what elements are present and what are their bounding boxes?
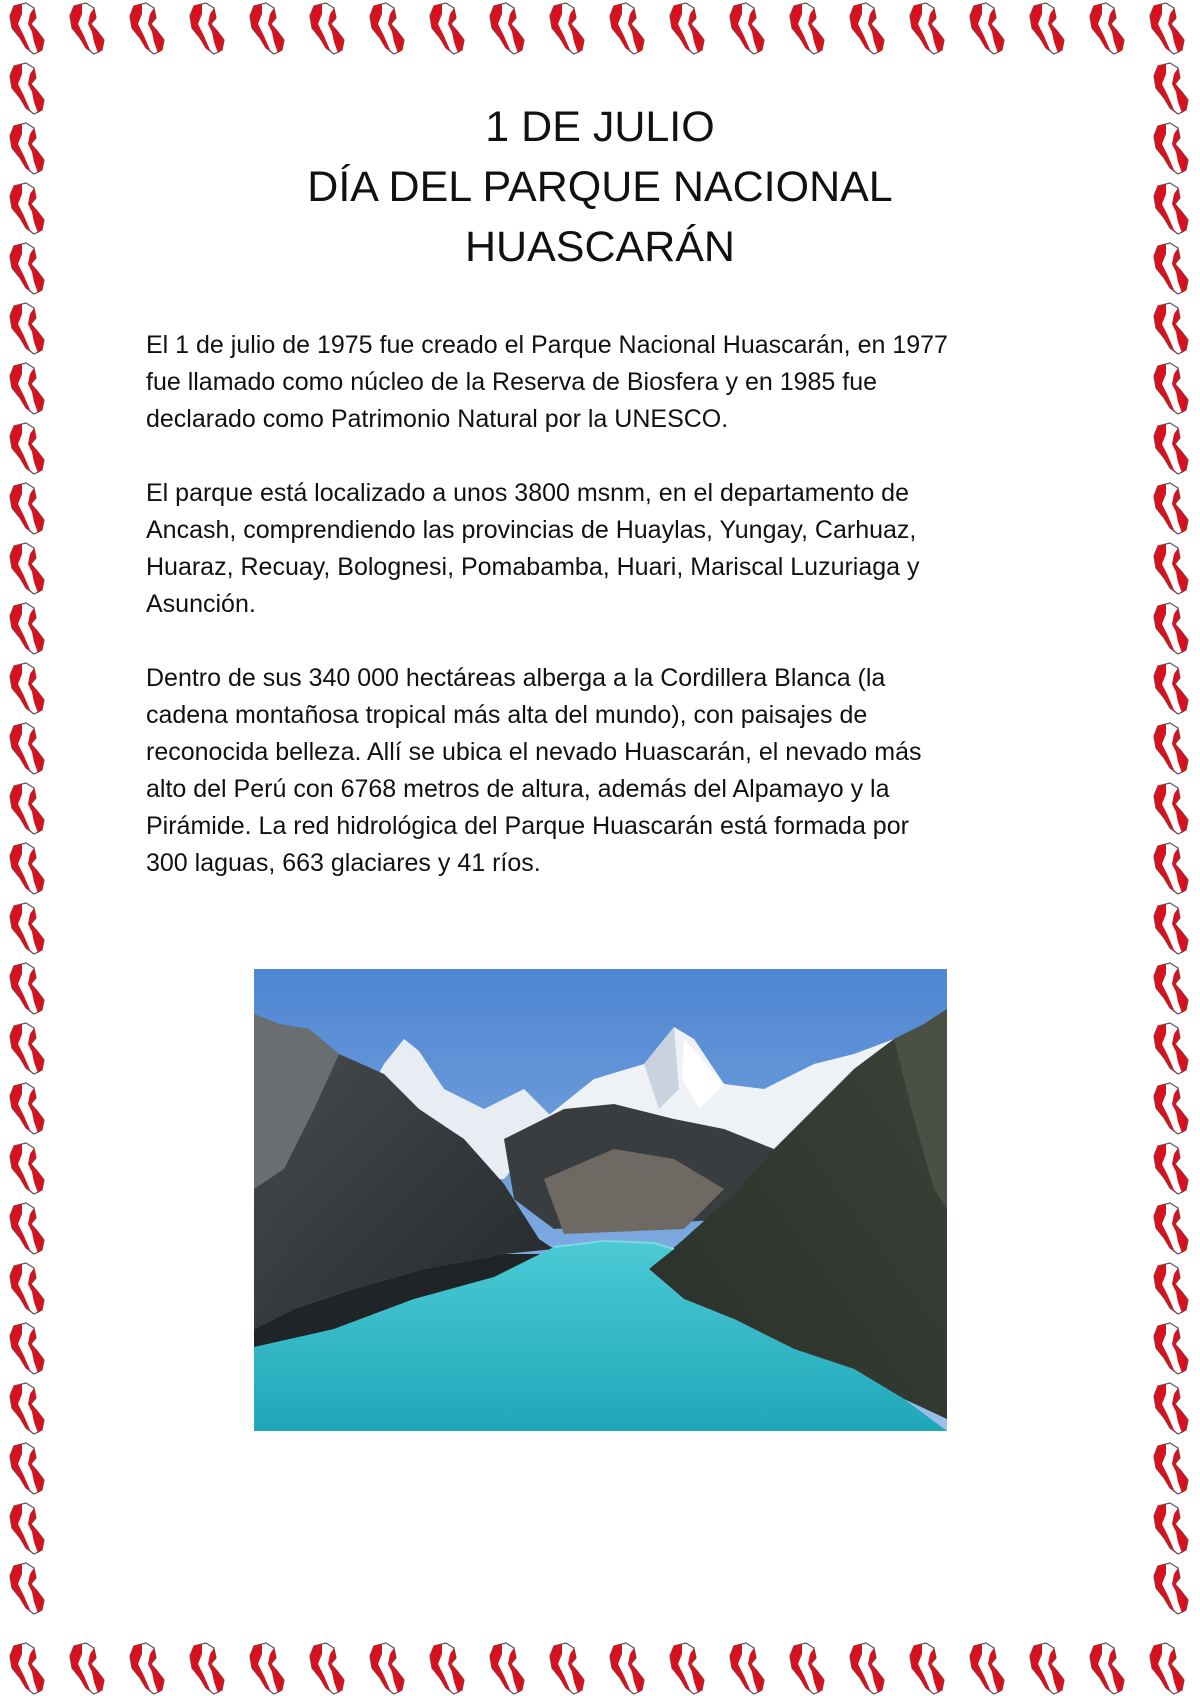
peru-map-flag-icon [1154,1203,1188,1254]
peru-map-flag-icon [550,1643,584,1694]
peru-map-flag-icon [610,3,644,54]
peru-map-flag-icon [10,1323,44,1374]
peru-map-flag-icon [1154,963,1188,1014]
peru-map-flag-icon [1154,363,1188,414]
peru-map-flag-icon [490,3,524,54]
title-line: HUASCARÁN [465,223,735,271]
peru-map-flag-icon [10,363,44,414]
peru-map-flag-icon [10,1203,44,1254]
peru-map-flag-icon [670,1643,704,1694]
peru-map-flag-icon [850,1643,884,1694]
paragraph-location [146,475,1076,623]
peru-map-flag-icon [370,3,404,54]
peru-map-flag-icon [190,3,224,54]
peru-map-flag-icon [10,1083,44,1134]
peru-map-flag-icon [850,3,884,54]
peru-map-flag-icon [1154,483,1188,534]
title-line: DÍA DEL PARQUE NACIONAL [307,163,893,211]
peru-map-flag-icon [430,3,464,54]
peru-map-flag-icon [1030,1643,1064,1694]
peru-map-flag-icon [10,1503,44,1554]
text-line: Asunción. [146,590,256,618]
text-line: El parque está localizado a unos 3800 msnm, en el departamento de [146,479,909,507]
paragraph-description [146,660,1076,882]
peru-map-flag-icon [430,1643,464,1694]
text-line: Huaraz, Recuay, Bolognesi, Pomabamba, Huari, Mariscal Luzuriaga y [146,553,920,581]
peru-map-flag-icon [1154,1503,1188,1554]
peru-map-flag-icon [310,3,344,54]
peru-map-flag-icon [250,1643,284,1694]
peru-map-flag-icon [1154,1323,1188,1374]
peru-map-flag-icon [790,3,824,54]
peru-map-flag-icon [130,3,164,54]
peru-map-flag-icon [1154,1383,1188,1434]
peru-map-flag-icon [70,1643,104,1694]
peru-map-flag-icon [10,1563,44,1614]
title-line: 1 DE JULIO [485,103,715,151]
peru-map-flag-icon [1154,843,1188,894]
peru-map-flag-icon [550,3,584,54]
peru-map-flag-icon [10,1383,44,1434]
mountain-lake-photo [254,969,947,1431]
peru-map-flag-icon [10,483,44,534]
peru-map-flag-icon [1154,663,1188,714]
peru-map-flag-icon [10,3,44,54]
peru-map-flag-icon [130,1643,164,1694]
peru-map-flag-icon [730,3,764,54]
peru-map-flag-icon [10,903,44,954]
peru-map-flag-icon [1154,1083,1188,1134]
text-line: reconocida belleza. Allí se ubica el nevado Huascarán, el nevado más [146,738,922,766]
text-line: Pirámide. La red hidrológica del Parque Huascarán está formada por [146,812,909,840]
peru-map-flag-icon [70,3,104,54]
text-line: declarado como Patrimonio Natural por la UNESCO. [146,405,729,433]
peru-map-flag-icon [910,3,944,54]
peru-map-flag-icon [10,1263,44,1314]
peru-map-flag-icon [10,423,44,474]
body-text [146,327,1076,919]
peru-map-flag-icon [10,1443,44,1494]
peru-map-flag-icon [10,543,44,594]
peru-map-flag-icon [1090,1643,1124,1694]
peru-map-flag-icon [1150,1643,1184,1694]
text-line: fue llamado como núcleo de la Reserva de Biosfera y en 1985 fue [146,368,878,396]
peru-map-flag-icon [310,1643,344,1694]
peru-map-flag-icon [1154,603,1188,654]
peru-map-flag-icon [1154,1143,1188,1194]
peru-map-flag-icon [670,3,704,54]
text-line: cadena montañosa tropical más alta del mundo), con paisajes de [146,701,868,729]
peru-map-flag-icon [10,843,44,894]
peru-map-flag-icon [730,1643,764,1694]
peru-map-flag-icon [1154,783,1188,834]
peru-map-flag-icon [10,1143,44,1194]
peru-map-flag-icon [10,1023,44,1074]
peru-map-flag-icon [1154,903,1188,954]
peru-map-flag-icon [10,1643,44,1694]
peru-map-flag-icon [10,303,44,354]
peru-map-flag-icon [10,783,44,834]
peru-map-flag-icon [910,1643,944,1694]
text-line: 300 laguas, 663 glaciares y 41 ríos. [146,849,541,877]
peru-map-flag-icon [10,963,44,1014]
text-line: Ancash, comprendiendo las provincias de Huaylas, Yungay, Carhuaz, [146,516,917,544]
peru-map-flag-icon [1154,1023,1188,1074]
peru-map-flag-icon [610,1643,644,1694]
peru-map-flag-icon [1154,303,1188,354]
peru-map-flag-icon [1150,3,1184,54]
text-line: Dentro de sus 340 000 hectáreas alberga a la Cordillera Blanca (la [146,664,886,692]
peru-map-flag-icon [1154,423,1188,474]
peru-map-flag-icon [1154,1263,1188,1314]
text-line: El 1 de julio de 1975 fue creado el Parque Nacional Huascarán, en 1977 [146,331,948,359]
page-title [0,97,1200,277]
paragraph-founding [146,327,1076,438]
peru-map-flag-icon [1090,3,1124,54]
peru-map-flag-icon [970,1643,1004,1694]
peru-map-flag-icon [10,663,44,714]
peru-map-flag-icon [1154,543,1188,594]
peru-map-flag-icon [250,3,284,54]
peru-map-flag-icon [970,3,1004,54]
peru-map-flag-icon [370,1643,404,1694]
peru-map-flag-icon [190,1643,224,1694]
peru-map-flag-icon [1154,723,1188,774]
peru-map-flag-icon [1154,1563,1188,1614]
text-line: alto del Perú con 6768 metros de altura, además del Alpamayo y la [146,775,890,803]
peru-map-flag-icon [10,723,44,774]
peru-map-flag-icon [1030,3,1064,54]
peru-map-flag-icon [790,1643,824,1694]
peru-map-flag-icon [10,603,44,654]
peru-map-flag-icon [1154,1443,1188,1494]
peru-map-flag-icon [490,1643,524,1694]
